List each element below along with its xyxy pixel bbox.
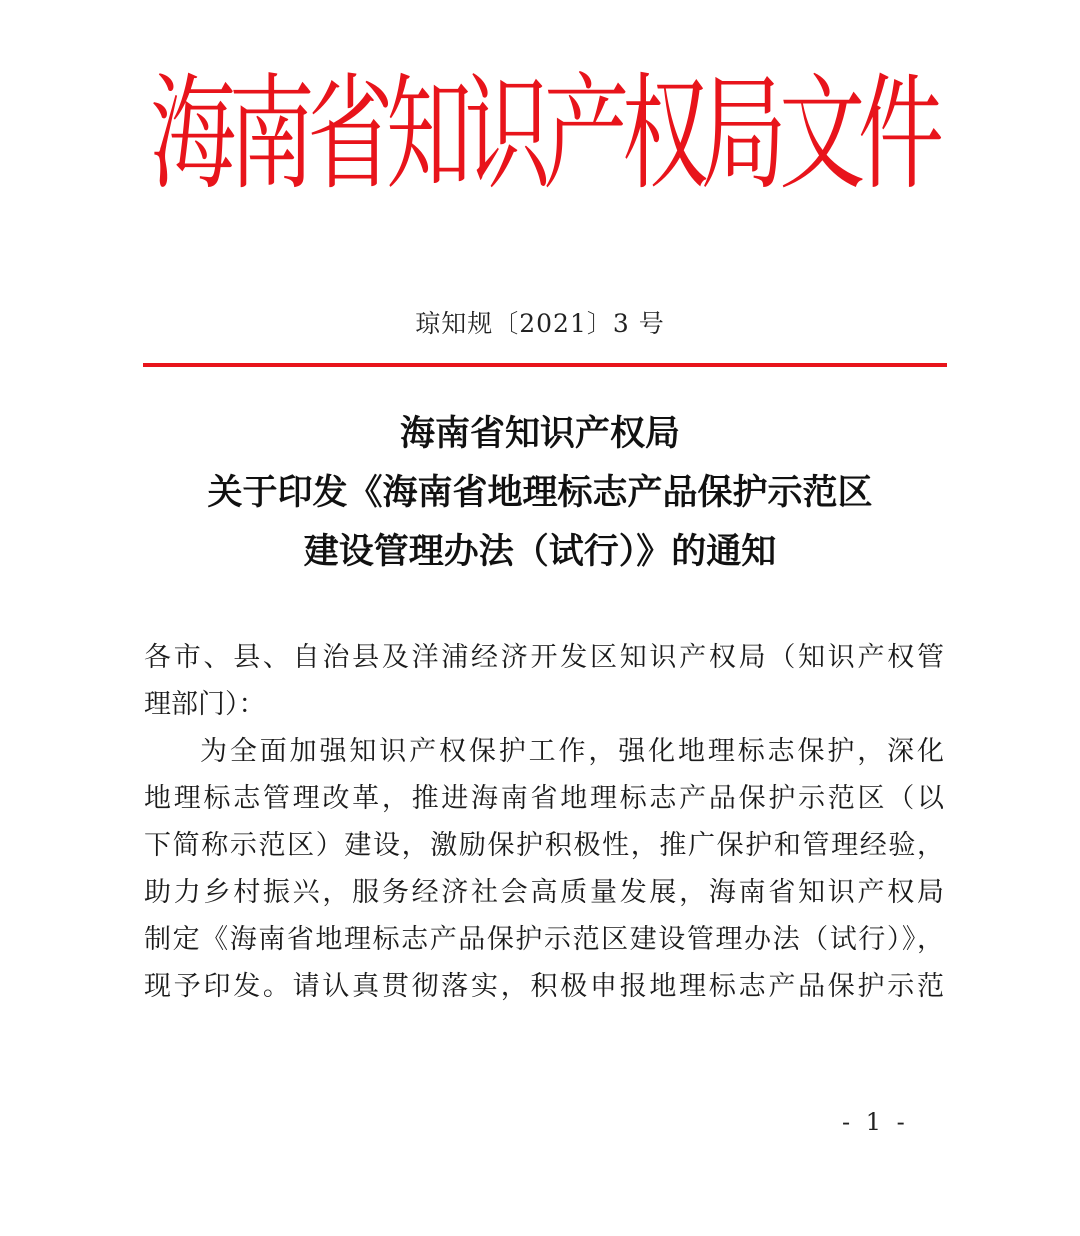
salutation-line: 各市、县、自治县及洋浦经济开发区知识产权局（知识产权管 bbox=[144, 642, 944, 673]
paragraph-line: 助力乡村振兴，服务经济社会高质量发展，海南省知识产权局 bbox=[144, 877, 944, 908]
issuer-char: 海 bbox=[150, 62, 236, 208]
issuer-header bbox=[150, 62, 944, 208]
title-line-2: 关于印发《海南省地理标志产品保护示范区 bbox=[207, 472, 873, 513]
issuer-char: 文 bbox=[779, 62, 866, 208]
issuer-char: 权 bbox=[621, 62, 708, 208]
issuer-char: 南 bbox=[228, 62, 315, 208]
document-body bbox=[144, 634, 944, 1010]
issuer-char: 件 bbox=[857, 62, 944, 208]
document-title bbox=[120, 404, 960, 581]
paragraph-line: 下简称示范区）建设，激励保护积极性，推广保护和管理经验， bbox=[144, 830, 944, 861]
issuer-char: 识 bbox=[464, 62, 551, 208]
issuer-char: 省 bbox=[307, 62, 394, 208]
issuer-char: 知 bbox=[385, 62, 472, 208]
issuer-char: 产 bbox=[543, 62, 630, 208]
paragraph-line: 制定《海南省地理标志产品保护示范区建设管理办法（试行）》， bbox=[144, 924, 944, 955]
page-number: - 1 - bbox=[842, 1108, 909, 1136]
paragraph-line: 地理标志管理改革，推进海南省地理标志产品保护示范区（以 bbox=[144, 783, 944, 814]
document-number: 琼知规〔2021〕3 号 bbox=[415, 309, 665, 338]
issuer-char: 局 bbox=[700, 62, 787, 208]
paragraph-line: 为全面加强知识产权保护工作，强化地理标志保护，深化 bbox=[200, 736, 944, 767]
paragraph-line: 现予印发。请认真贯彻落实，积极申报地理标志产品保护示范 bbox=[144, 971, 944, 1002]
title-line-1: 海南省知识产权局 bbox=[399, 413, 680, 454]
salutation-line: 理部门）： bbox=[144, 689, 266, 720]
title-line-3: 建设管理办法（试行）》的通知 bbox=[303, 531, 777, 572]
red-separator-line bbox=[143, 363, 947, 367]
